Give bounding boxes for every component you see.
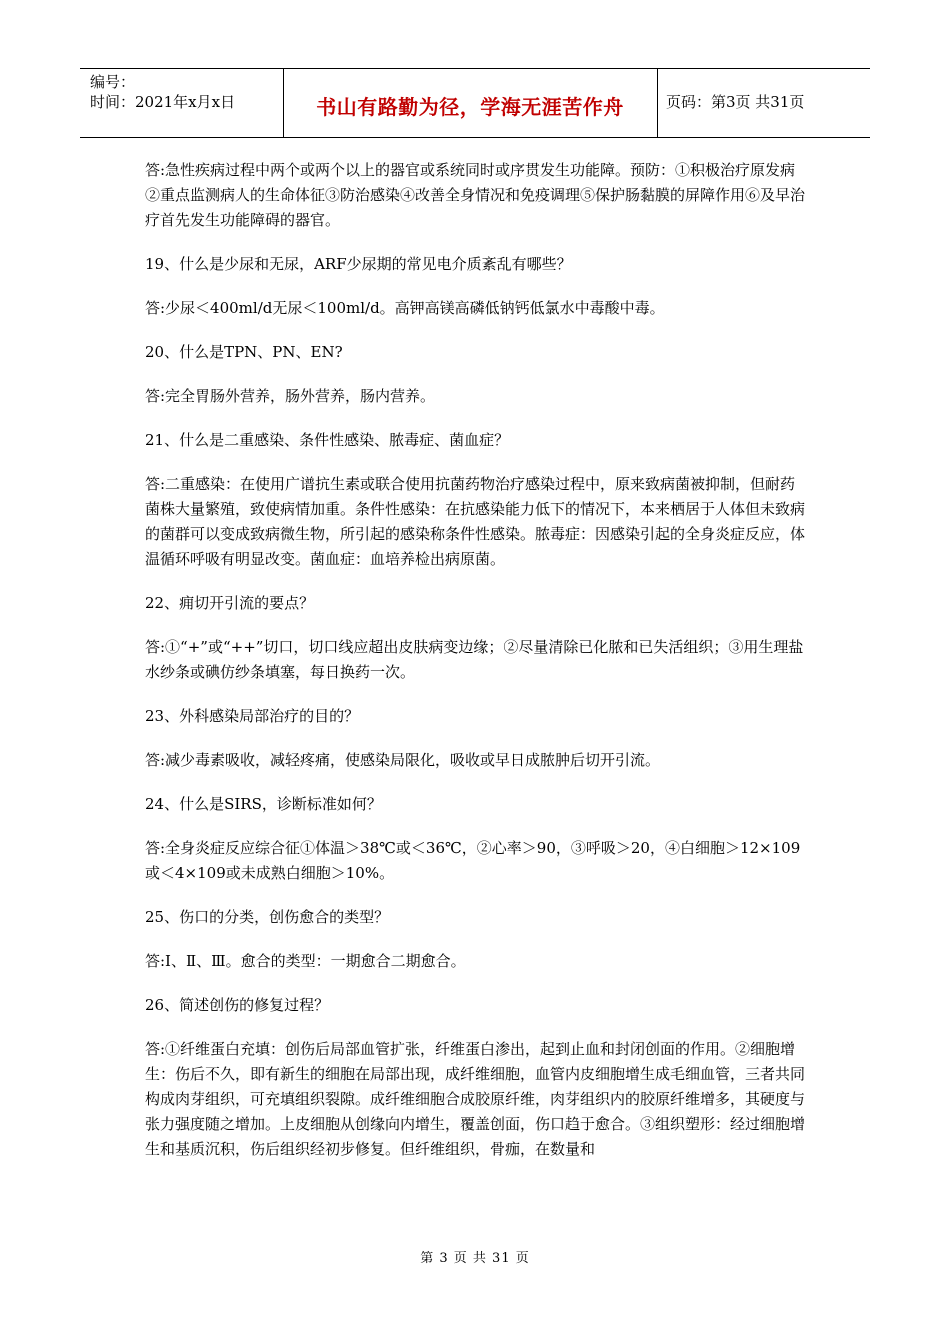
answer-paragraph: 答:①纤维蛋白充填：创伤后局部血管扩张，纤维蛋白渗出，起到止血和封闭创面的作用。②细胞增生：伤后不久，即有新生的细胞在局部出现，成纤维细胞，血管内皮细胞增生成毛细血管，三者共同构成肉芽组织，可充填组织裂隙。成纤维细胞合成胶原纤维，肉芽组织内的胶原纤维增多，其硬度与张力强度随之增加。上皮细胞从创缘向内增生，覆盖创面，伤口趋于愈合。③组织塑形：经过细胞增生和基质沉积，伤后组织经初步修复。但纤维组织，骨痂，在数量和 xyxy=(145,1040,806,1158)
question-paragraph: 26、简述创伤的修复过程？ xyxy=(145,996,330,1014)
document-number: 编号： xyxy=(90,73,136,91)
header-motto: 书山有路勤为径，学海无涯苦作舟 xyxy=(316,95,624,119)
question-paragraph: 20、什么是TPN、PN、EN? xyxy=(145,343,343,361)
page-footer: 第 3 页 共 31 页 xyxy=(420,1251,530,1266)
header-motto-cell xyxy=(283,69,658,137)
answer-paragraph: 答:二重感染：在使用广谱抗生素或联合使用抗菌药物治疗感染过程中，原来致病菌被抑制，但耐药菌株大量繁殖，致使病情加重。条件性感染：在抗感染能力低下的情况下，本来栖居于人体但未致病的菌群可以变成致病微生物，所引起的感染称条件性感染。脓毒症：因感染引起的全身炎症反应，体温循环呼吸有明显改变。菌血症：血培养检出病原菌。 xyxy=(145,475,806,568)
header-meta-cell xyxy=(80,69,284,137)
question-paragraph: 19、什么是少尿和无尿，ARF少尿期的常见电介质紊乱有哪些？ xyxy=(145,255,572,273)
document-time: 时间：2021年x月x日 xyxy=(90,93,236,111)
question-paragraph: 25、伤口的分类，创伤愈合的类型？ xyxy=(145,908,390,926)
answer-paragraph: 答:少尿＜400ml/d无尿＜100ml/d。高钾高镁高磷低钠钙低氯水中毒酸中毒。 xyxy=(145,299,665,317)
answer-paragraph: 答:全身炎症反应综合征①体温＞38℃或＜36℃，②心率＞90，③呼吸＞20，④白细胞＞12×109或＜4×109或未成熟白细胞＞10%。 xyxy=(145,839,801,882)
answer-paragraph: 答:完全胃肠外营养，肠外营养，肠内营养。 xyxy=(145,387,436,405)
question-paragraph: 23、外科感染局部治疗的目的？ xyxy=(145,707,360,725)
header-page-cell xyxy=(658,69,870,137)
header-page-info: 页码：第3页 共31页 xyxy=(666,93,805,111)
question-paragraph: 24、什么是SIRS，诊断标准如何？ xyxy=(145,795,382,813)
question-paragraph: 21、什么是二重感染、条件性感染、脓毒症、菌血症？ xyxy=(145,431,510,449)
document-body xyxy=(145,158,807,1162)
answer-paragraph: 答:急性疾病过程中两个或两个以上的器官或系统同时或序贯发生功能障。预防：①积极治疗原发病②重点监测病人的生命体征③防治感染④改善全身情况和免疫调理⑤保护肠黏膜的屏障作用⑥及早治疗首先发生功能障碍的器官。 xyxy=(145,161,806,229)
answer-paragraph: 答:Ⅰ、Ⅱ、Ⅲ。愈合的类型：一期愈合二期愈合。 xyxy=(145,952,466,970)
page-header xyxy=(80,68,870,138)
answer-paragraph: 答:①“+”或“++”切口，切口线应超出皮肤病变边缘；②尽量清除已化脓和已失活组织；③用生理盐水纱条或碘仿纱条填塞，每日换药一次。 xyxy=(145,638,804,681)
answer-paragraph: 答:减少毒素吸收，减轻疼痛，使感染局限化，吸收或早日成脓肿后切开引流。 xyxy=(145,751,661,769)
question-paragraph: 22、痈切开引流的要点？ xyxy=(145,594,315,612)
